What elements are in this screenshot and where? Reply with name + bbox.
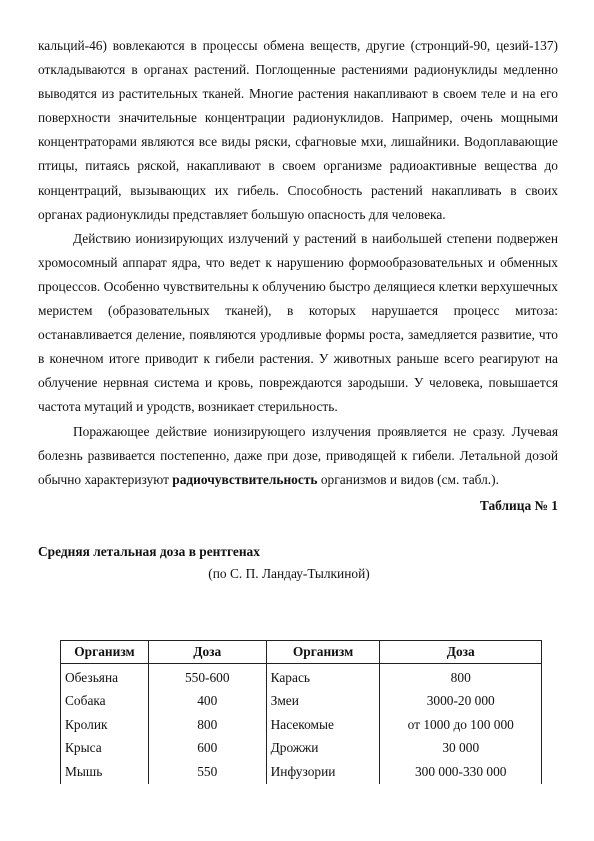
header-organism-1: Организм <box>61 641 149 664</box>
table-cell-organism: Дрожжи <box>266 737 380 761</box>
table-row <box>61 713 542 737</box>
table-cell-organism: Насекомые <box>266 713 380 737</box>
table-cell-dose: 550 <box>148 760 266 784</box>
table-cell-organism: Обезьяна <box>61 664 149 690</box>
table-cell-dose: 600 <box>148 737 266 761</box>
table-cell-organism: Собака <box>61 690 149 714</box>
paragraph-2: Действию ионизирующих излучений у растений в наибольшей степени подвержен хромосомный аппарат ядра, что ведет к нарушению формообразовательных и обменных процессов. Особенно чувствительны к облучению быстро делящиеся клетки верхушечных меристем (образовательных тканей), в которых нарушается процесс митоза: останавливается деление, появляются уродливые формы роста, замедляется развитие, что в конечном итоге приводит к гибели растения. У животных раньше всего реагируют на облучение нервная система и кровь, повреждаются зародыши. У человека, повышается частота мутаций и уродств, возникает стерильность. <box>38 230 558 415</box>
table-cell-dose: 30 000 <box>380 737 542 761</box>
table-cell-dose: 300 000-330 000 <box>380 760 542 784</box>
header-organism-2: Организм <box>266 641 380 664</box>
table-row <box>61 664 542 690</box>
table-row <box>61 737 542 761</box>
document-page <box>38 34 558 585</box>
paragraph-3 <box>38 420 558 492</box>
table-row <box>61 690 542 714</box>
table-caption-source: (по С. П. Ландау-Тылкиной) <box>208 565 370 581</box>
table-cell-dose: 800 <box>380 664 542 690</box>
header-dose-2: Доза <box>380 641 542 664</box>
table-header-row <box>61 641 542 664</box>
paragraph-1: кальций-46) вовлекаются в процессы обмена веществ, другие (стронций-90, цезий-137) откладываются в органах растений. Поглощенные растениями радионуклиды медленно выводятся из растительных тканей. Многие растения накапливают в своем теле и на его поверхности значительные концентрации радионуклидов. Например, очень мощными концентраторами являются все виды ряски, сфагновые мхи, лишайники. Водоплавающие птицы, питаясь ряской, накапливают в своем организме радиоактивные вещества до концентраций, вызывающих их гибель. Способность растений накапливать в своих органах радионуклиды представляет большую опасность для человека. <box>38 38 558 222</box>
paragraph-3-text: Поражающее действие ионизирующего излучения проявляется не сразу. Лучевая болезнь развивается постепенно, даже при дозе, приводящей к гибели. Летальной дозой обычно характеризуют <box>38 423 558 487</box>
paragraph-3-bold-term: радиочувствительность <box>172 471 318 487</box>
table-cell-organism: Инфузории <box>266 760 380 784</box>
header-dose-1: Доза <box>148 641 266 664</box>
table-number-label: Таблица № 1 <box>479 497 558 513</box>
table-cell-organism: Крыса <box>61 737 149 761</box>
table-row <box>61 760 542 784</box>
table-cell-dose: от 1000 до 100 000 <box>380 713 542 737</box>
table-cell-dose: 400 <box>148 690 266 714</box>
table-caption-title: Средняя летальная доза в рентгенах <box>38 543 260 559</box>
table-cell-organism: Кролик <box>61 713 149 737</box>
table-cell-organism: Змеи <box>266 690 380 714</box>
paragraph-3-tail: организмов и видов (см. табл.). <box>317 471 499 487</box>
table-cell-dose: 800 <box>148 713 266 737</box>
lethal-dose-table <box>60 640 542 784</box>
table-cell-dose: 3000-20 000 <box>380 690 542 714</box>
table-cell-organism: Мышь <box>61 760 149 784</box>
table-cell-organism: Карась <box>266 664 380 690</box>
table-cell-dose: 550-600 <box>148 664 266 690</box>
